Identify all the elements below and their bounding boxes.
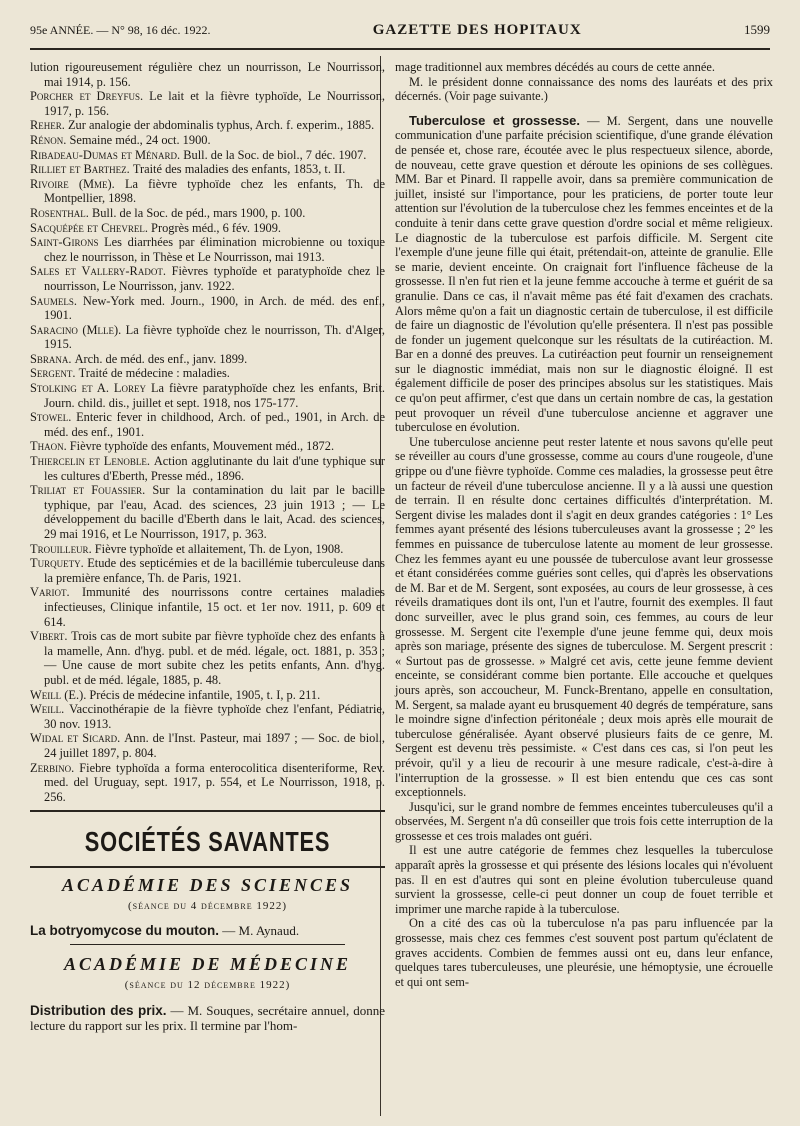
reference-entry bbox=[30, 381, 385, 410]
section-rule-bottom bbox=[30, 866, 385, 868]
reference-entry bbox=[30, 148, 385, 163]
reference-author: Sales et Vallery-Radot. bbox=[30, 264, 172, 279]
reference-text: New-York med. Journ., 1900, in Arch. de méd. des enf., 1901. bbox=[44, 293, 385, 323]
reference-entry bbox=[30, 542, 385, 557]
reference-text: Le lait et la fièvre typhoïde, Le Nourrisson, 1917, p. 156. bbox=[44, 89, 385, 118]
entry-text: — M. Souques, secrétaire annuel, donne lecture du rapport sur les prix. Il termine par l'hom- bbox=[30, 1002, 385, 1033]
reference-author: Saumels. bbox=[30, 293, 83, 308]
reference-text: Traité de médecine : maladies. bbox=[78, 366, 230, 381]
reference-entry bbox=[30, 323, 385, 352]
reference-entry bbox=[30, 162, 385, 177]
reference-text: La fièvre typhoïde chez le nourrisson, Th. d'Alger, 1915. bbox=[44, 322, 385, 352]
reference-text: Les diarrhées par élimination microbienne ou toxique chez le nourrisson, in Thèse et Le Nourrisson, mai 1913. bbox=[44, 235, 386, 264]
reference-entry bbox=[30, 439, 385, 454]
reference-author: Sbrana. bbox=[30, 351, 75, 366]
entry-botryomycose bbox=[30, 923, 385, 938]
reference-text: Vaccinothérapie de la fièvre typhoïde chez l'enfant, Pédiatrie, 30 nov. 1913. bbox=[44, 702, 385, 731]
reference-entry bbox=[30, 454, 385, 483]
section-title: SOCIÉTÉS SAVANTES bbox=[84, 826, 331, 858]
reference-author: Rilliet et Barthez. bbox=[30, 162, 133, 177]
left-column bbox=[30, 60, 385, 1033]
reference-text: Enteric fever in childhood, Arch. of ped., 1901, in Arch. de méd. des enf., 1901. bbox=[44, 410, 385, 439]
reference-author: Widal et Sicard. bbox=[30, 731, 125, 746]
reference-entry bbox=[30, 688, 385, 703]
article-text: — M. Sergent, dans une nouvelle communication d'une parfaite précision scientifique, d'une grande élévation de pensée et, chose rare, écoutée avec le plus respectueux silence, aborde, de nouveau, cette grave question et déroute les opinions de ses collègues. MM. Bar et Pinard. Il rappelle avoir, dans sa première communication de juillet, insisté sur l'importance, pour les praticiens, de porter toute leur attention sur l'évolution de la tuberculose chez les femmes enceintes et de la conduite à tenir dans cette grave question d'ordre social et même religieux. Le diagnostic de la tuberculose est parfois difficile. M. Sergent cite l'exemple d'une jeune fille qui était, prétendait-on, atteinte de granulie. Elle se marie, devient enceinte. On craignait fort l'influence fâcheuse de la grossesse. Il n'en fut rien et la jeune femme accouche à terme et guérit de sa granulie. Dans ce cas, il n'avait même pas été fait d'examen des crachats. Alors même qu'on a fait un diagnostic certain de tuberculose, il est difficile de faire un diagnostic de l'évolution qu'elle présentera. Il n'est pas possible de fonder un jugement quelconque sur les résultats de la cutiréaction. M. Bar en a donné des preuves. La cutiréaction peut fournir un renseignement sur le diagnostic immédiat, mais non sur le diagnostic éloigné. Il est également difficile de poser des principes absolus sur les statistiques. Mais ce qu'on peut affirmer, c'est que dans un certain nombre de cas, la gestation peut provoquer un réveil d'une tuberculose ancienne et aggraver une tuberculose en évolution. bbox=[395, 113, 773, 435]
reference-text: Etude des septicémies et de la bacillémie tuberculeuse dans la première enfance, Th. de Paris, 1921. bbox=[44, 556, 386, 585]
reference-author: Thiercelin et Lenoble. bbox=[30, 454, 154, 469]
reference-author: Vibert. bbox=[30, 629, 72, 644]
reference-text: Sur la contamination du lait par le bacille typhique, par l'eau, Acad. des sciences, 23 juin 1913 ; — Le développement du bacille d'Eberth dans le lait, Acad. des sciences, 29 mai 1916, et Le Nourrisson, 1917, p. 363. bbox=[44, 483, 385, 541]
reference-author: Rénon. bbox=[30, 132, 70, 147]
reference-entry bbox=[30, 235, 385, 264]
entry-title: La botryomycose du mouton. bbox=[30, 923, 220, 939]
article-title: Tuberculose et grossesse. bbox=[409, 112, 581, 128]
reference-author: Weill (E.). bbox=[30, 687, 90, 702]
reference-author: Weill. bbox=[30, 702, 70, 717]
entry-author: — M. Aynaud. bbox=[219, 923, 300, 939]
entry-distribution bbox=[30, 1003, 385, 1033]
reference-author: Thaon. bbox=[30, 439, 70, 454]
reference-text: La fièvre typhoïde chez les enfants, Th. de Montpellier, 1898. bbox=[44, 176, 385, 206]
reference-author: Turquety. bbox=[30, 556, 88, 571]
reference-entry bbox=[30, 702, 385, 731]
reference-entry bbox=[30, 761, 385, 805]
reference-entry bbox=[30, 133, 385, 148]
paragraph: On a cité des cas où la tuberculose n'a pas paru influencée par la grossesse, mais chez ces femmes c'est souvent post partum qu'éclatent de graves accidents. Combien de femmes aussi ont eu, dans leur enfance, quelques tares tuberculeuses, une pleurésie, une hémoptysie, une écrouelle et qui ont sem- bbox=[395, 916, 773, 989]
reference-text: Trois cas de mort subite par fièvre typhoïde chez des enfants à la mamelle, Ann. d'hyg. publ. et de méd. légale, oct. 1881, p. 353 ; — Une cause de mort subite chez les petits enfants, Ann. d'hyg. publ. et de méd. légale, 1885, p. 48. bbox=[44, 629, 385, 687]
academy-rule bbox=[70, 944, 345, 945]
reference-text: Fièvres typhoïde et paratyphoïde chez le nourrisson, Le Nourrisson, janv. 1922. bbox=[44, 264, 386, 293]
paragraph: Une tuberculose ancienne peut rester latente et nous savons qu'elle peut se réveiller au cours d'une grossesse, comme au cours d'une rougeole, d'une grippe ou d'une fièvre typhoïde. Comme ces maladies, la grossesse peut être un facteur de réveil d'une tuberculose ancienne. Il y a là aussi une question de terrain. Il en résulte donc certaines difficultés d'interprétation. M. Sergent divise les malades dont il s'agit en deux grandes catégories : 1° Les femmes ayant présenté des lésions tuberculeuses avant la grossesse ; 2° les femmes en puissance de tuberculose latente au moment de leur grossesse. Chez les femmes ayant eu une poussée de tuberculose avant leur grossesse et étant considérées comme guéries sont celles, qui d'après les observations de M. Bar et de M. Sergent, sont exposées, au cours de leur grossesse, à ces réveils dramatiques dont ils ont, l'un et l'autre, fournit des exemples. Il faut donc surveiller, avec le plus grand soin, ces femmes, au cours de leur grossesse. M. Sergent cite l'exemple d'une jeune femme qui, deux mois après son mariage, présente des signes de tuberculose. M. Sergent prescrit : « Surtout pas de grossesse. » Malgré cet avis, cette jeune femme devient enceinte, se considérant comme bien portante. Elle accouche et quelques jours après, son accoucheur, M. Funck-Brentano, appelle en consultation, M. Sergent, sa malade ayant eu brusquement 40 degrés de température, sans le moindre signe d'infection péritonéale ; deux mois après elle mourait de tuberculose généralisée. Ayant observé plusieurs faits de ce genre, M. Sergent est devenu très pessimiste. « C'est dans ces cas, si l'on peut les prévoir, qu'il y a lieu de recourir à une mesure radicale, c'est-à-dire à l'interruption de la grossesse. » Il est bien entendu que ces cas sont exceptionnels. bbox=[395, 434, 773, 800]
reference-entry bbox=[30, 585, 385, 629]
reference-text: Action agglutinante du lait d'une typhique sur les cultures d'Eberth, Presse méd., 1896. bbox=[44, 454, 385, 483]
reference-author: Sacquépée et Chevrel. bbox=[30, 220, 152, 235]
reference-entry bbox=[30, 177, 385, 206]
reference-text: Fièvre typhoïde des enfants, Mouvement méd., 1872. bbox=[69, 439, 335, 454]
reference-author: Rosenthal. bbox=[30, 205, 92, 220]
academy-medecine-heading: ACADÉMIE DE MÉDECINE bbox=[63, 954, 352, 975]
reference-entry bbox=[30, 483, 385, 541]
reference-entry bbox=[30, 118, 385, 133]
page-number: 1599 bbox=[743, 22, 770, 37]
reference-entry bbox=[30, 366, 385, 381]
reference-entry bbox=[30, 206, 385, 221]
paragraph: Il est une autre catégorie de femmes chez lesquelles la tuberculose apparaît après la grossesse et qui présente des lésions locales qui n'évoluent pas. Il en est d'autres qui sont en pleine évolution tuberculeuse quand survient la grossesse, celle-ci peut donner un coup de fouet terrible et imprimer une marche rapide à la tuberculose. bbox=[395, 843, 773, 916]
reference-entry bbox=[30, 410, 385, 439]
reference-text: Fiebre typhoïda a forma enterocolitica disenteriforme, Rev. med. del Uruguay, sept. 1917, p. 554, et Le Nourrisson, 1918, p. 256. bbox=[44, 760, 386, 804]
reference-entry bbox=[30, 221, 385, 236]
reference-entry bbox=[30, 89, 385, 118]
right-column bbox=[395, 60, 773, 989]
reference-author: Porcher et Dreyfus. bbox=[30, 89, 150, 104]
reference-text: La fièvre paratyphoïde chez les enfants, Brit. Journ. child. dis., juillet et sept. 1918, nos 175-177. bbox=[44, 381, 385, 410]
reference-text: Bull. de la Soc. de péd., mars 1900, p. 100. bbox=[91, 205, 306, 220]
reference-entry bbox=[30, 264, 385, 293]
academy-sciences-heading: ACADÉMIE DES SCIENCES bbox=[61, 875, 354, 896]
reference-entry bbox=[30, 352, 385, 367]
reference-author: Zerbino. bbox=[30, 760, 80, 775]
reference-author: Stolking et A. Lorey bbox=[30, 381, 151, 396]
reference-entry bbox=[30, 556, 385, 585]
running-header bbox=[30, 22, 770, 46]
reference-author: Reher. bbox=[30, 118, 68, 133]
reference-author: Triliat et Fouassier. bbox=[30, 483, 153, 498]
reference-entry bbox=[30, 294, 385, 323]
paragraph: Jusqu'ici, sur le grand nombre de femmes enceintes tuberculeuses qu'il a observées, M. Sergent n'a dû conseiller que trois fois cette interruption de la grossesse et ces trois malades ont guéri. bbox=[395, 799, 773, 843]
reference-text: Traité des maladies des enfants, 1853, t. II. bbox=[132, 162, 346, 177]
article-tuberculose bbox=[395, 114, 773, 435]
reference-entry bbox=[30, 60, 385, 89]
reference-author: Rivoire (Mme). bbox=[30, 176, 125, 191]
reference-author: Sergent. bbox=[30, 366, 79, 381]
reference-text: Ann. de l'Inst. Pasteur, mai 1897 ; — Soc. de biol., 24 juillet 1897, p. 804. bbox=[44, 731, 386, 760]
seance-date-1: (séance du 4 décembre 1922) bbox=[127, 899, 288, 912]
header-rule bbox=[30, 48, 770, 50]
issue-info: 95e ANNÉE. — N° 98, 16 déc. 1922. bbox=[30, 23, 211, 37]
paragraph: mage traditionnel aux membres décédés au cours de cette année. bbox=[395, 60, 715, 74]
bibliography bbox=[30, 60, 385, 804]
seance-date-2: (séance du 12 décembre 1922) bbox=[124, 979, 291, 992]
entry-title: Distribution des prix. bbox=[30, 1002, 167, 1018]
reference-text: lution rigoureusement régulière chez un nourrisson, Le Nourrisson, mai 1914, p. 156. bbox=[30, 60, 385, 89]
reference-text: Bull. de la Soc. de biol., 7 déc. 1907. bbox=[183, 147, 367, 162]
paragraph: M. le président donne connaissance des noms des lauréats et des prix décernés. (Voir page suivante.) bbox=[395, 74, 773, 104]
reference-author: Trouilleur. bbox=[30, 541, 95, 556]
reference-text: Fièvre typhoïde et allaitement, Th. de Lyon, 1908. bbox=[94, 541, 344, 556]
reference-text: Précis de médecine infantile, 1905, t. I, p. 211. bbox=[89, 687, 321, 702]
reference-text: Zur analogie der abdominalis typhus, Arch. f. experim., 1885. bbox=[67, 118, 375, 133]
section-rule bbox=[30, 810, 385, 812]
reference-author: Stowel. bbox=[30, 410, 77, 425]
reference-author: Ribadeau-Dumas et Ménard. bbox=[30, 147, 184, 162]
journal-title: GAZETTE DES HOPITAUX bbox=[372, 22, 582, 38]
reference-author: Saint-Girons bbox=[30, 235, 105, 250]
reference-author: Saracino (Mlle). bbox=[30, 322, 126, 337]
reference-author: Variot. bbox=[30, 585, 82, 600]
reference-text: Progrès méd., 6 fév. 1909. bbox=[151, 220, 282, 235]
reference-text: Semaine méd., 24 oct. 1900. bbox=[69, 132, 211, 147]
reference-text: Immunité des nourrissons contre certaines maladies infectieuses, Clinique infantile, 15 oct. et 1er nov. 1911, p. 609 et 614. bbox=[44, 585, 386, 629]
reference-entry bbox=[30, 629, 385, 687]
reference-text: Arch. de méd. des enf., janv. 1899. bbox=[74, 351, 248, 366]
reference-entry bbox=[30, 731, 385, 760]
